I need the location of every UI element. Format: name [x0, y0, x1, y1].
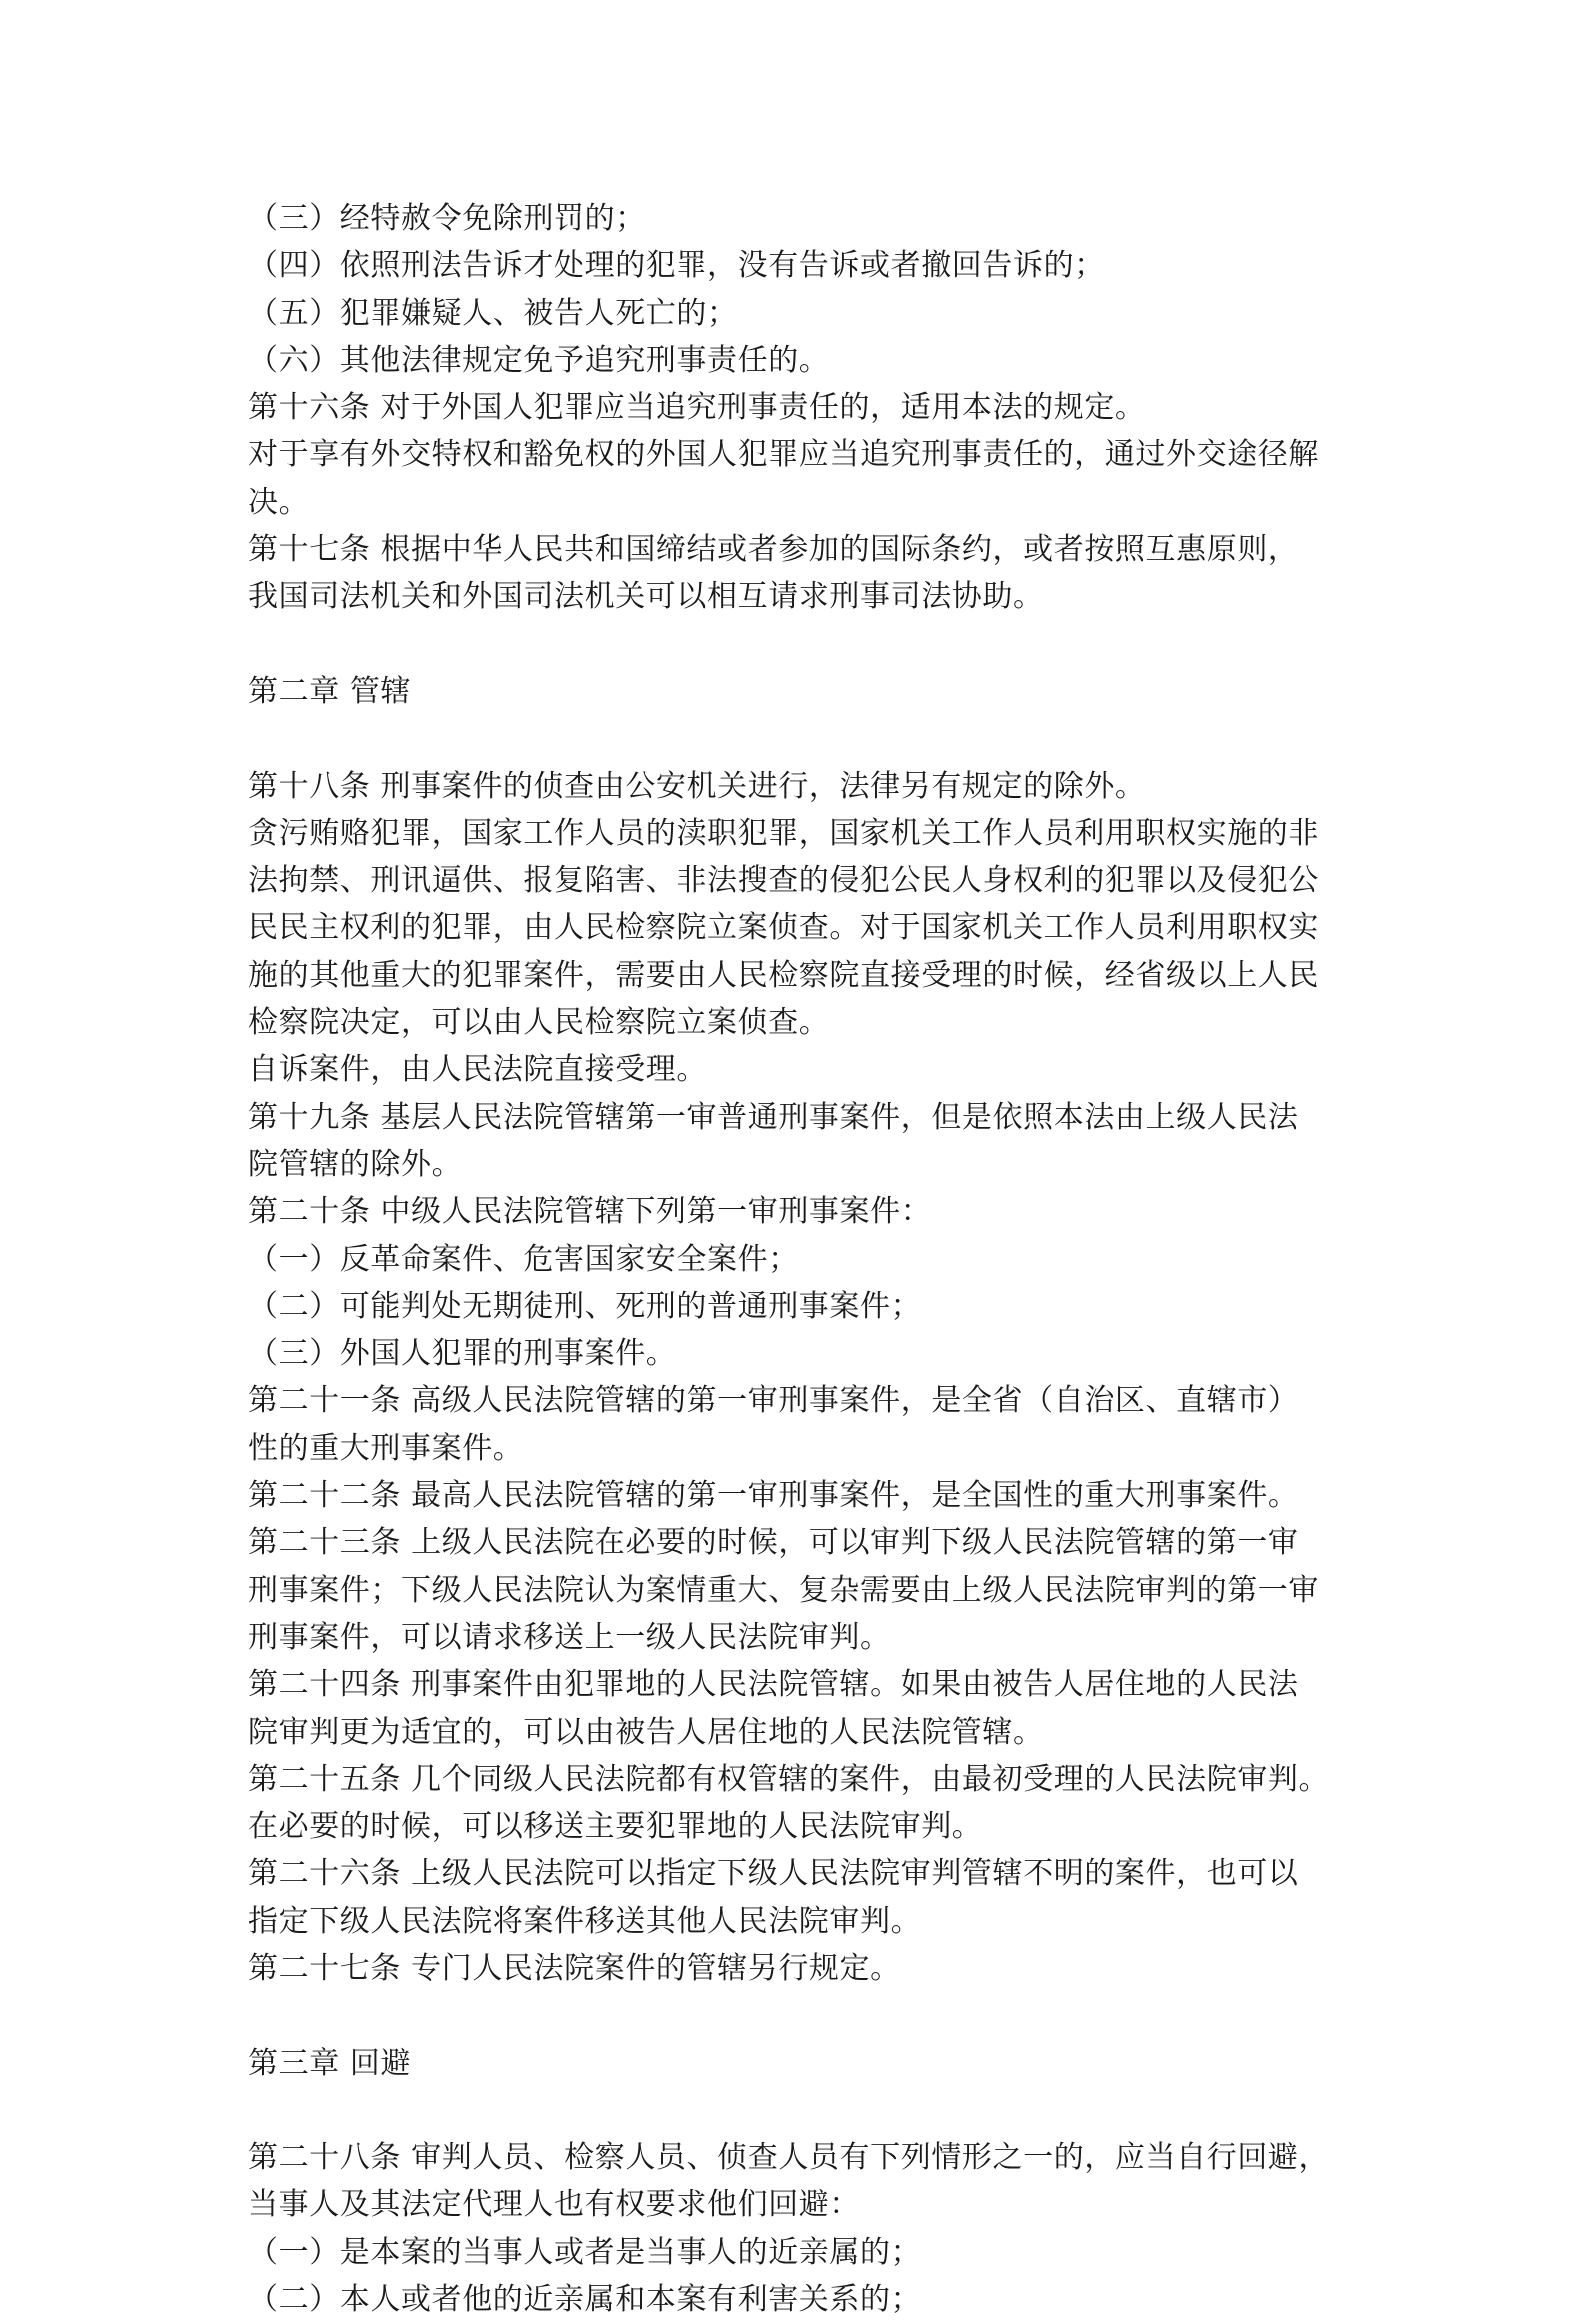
text-line: 当事人及其法定代理人也有权要求他们回避： — [248, 2187, 860, 2223]
text-line: 贪污贿赂犯罪，国家工作人员的渎职犯罪，国家机关工作人员利用职权实施的非 — [248, 815, 1319, 851]
text-line: 第十八条 刑事案件的侦查由公安机关进行，法律另有规定的除外。 — [248, 768, 1146, 804]
text-line: 刑事案件；下级人民法院认为案情重大、复杂需要由上级人民法院审判的第一审 — [248, 1572, 1319, 1608]
blank-line — [248, 621, 1358, 668]
text-line: （六）其他法律规定免予追究刑事责任的。 — [248, 342, 830, 378]
text-line: 民民主权利的犯罪，由人民检察院立案侦查。对于国家机关工作人员利用职权实 — [248, 910, 1319, 946]
text-line: 第二十七条 专门人民法院案件的管辖另行规定。 — [248, 1950, 901, 1986]
blank-line — [248, 715, 1358, 762]
text-line: （二）本人或者他的近亲属和本案有利害关系的； — [248, 2282, 922, 2318]
blank-line — [248, 2087, 1358, 2134]
text-line: 院管辖的除外。 — [248, 1146, 463, 1182]
document-page — [248, 195, 1358, 2323]
text-line: 在必要的时候，可以移送主要犯罪地的人民法院审判。 — [248, 1809, 983, 1845]
text-line: （三）外国人犯罪的刑事案件。 — [248, 1336, 677, 1372]
text-line: （五）犯罪嫌疑人、被告人死亡的； — [248, 295, 738, 331]
text-line: 决。 — [248, 484, 310, 520]
text-line: 第二十条 中级人民法院管辖下列第一审刑事案件： — [248, 1194, 932, 1230]
text-line: （四）依照刑法告诉才处理的犯罪，没有告诉或者撤回告诉的； — [248, 248, 1105, 284]
blank-line — [248, 1992, 1358, 2039]
text-line: 法拘禁、刑讯逼供、报复陷害、非法搜查的侵犯公民人身权利的犯罪以及侵犯公 — [248, 863, 1319, 899]
text-line: 第二十二条 最高人民法院管辖的第一审刑事案件，是全国性的重大刑事案件。 — [248, 1478, 1299, 1514]
text-line: （二）可能判处无期徒刑、死刑的普通刑事案件； — [248, 1288, 922, 1324]
text-line: 第二十三条 上级人民法院在必要的时候，可以审判下级人民法院管辖的第一审 — [248, 1525, 1299, 1561]
text-line: 第三章 回避 — [248, 2045, 412, 2081]
text-line: （一）反革命案件、危害国家安全案件； — [248, 1241, 799, 1277]
text-line: 第二十四条 刑事案件由犯罪地的人民法院管辖。如果由被告人居住地的人民法 — [248, 1667, 1299, 1703]
text-line: 指定下级人民法院将案件移送其他人民法院审判。 — [248, 1903, 922, 1939]
text-line: 刑事案件，可以请求移送上一级人民法院审判。 — [248, 1619, 891, 1655]
text-line: （三）经特赦令免除刑罚的； — [248, 201, 646, 236]
text-line: 第十六条 对于外国人犯罪应当追究刑事责任的，适用本法的规定。 — [248, 390, 1146, 426]
text-line: 对于享有外交特权和豁免权的外国人犯罪应当追究刑事责任的，通过外交途径解 — [248, 437, 1319, 473]
text-line: 性的重大刑事案件。 — [248, 1430, 524, 1466]
text-line: 第二十八条 审判人员、检察人员、侦查人员有下列情形之一的，应当自行回避， — [248, 2140, 1330, 2176]
text-line: 院审判更为适宜的，可以由被告人居住地的人民法院管辖。 — [248, 1714, 1044, 1750]
text-line: 自诉案件，由人民法院直接受理。 — [248, 1052, 707, 1088]
text-line: 第二十一条 高级人民法院管辖的第一审刑事案件，是全省（自治区、直辖市） — [248, 1383, 1299, 1419]
text-line: （一）是本案的当事人或者是当事人的近亲属的； — [248, 2234, 922, 2270]
text-line: 第十七条 根据中华人民共和国缔结或者参加的国际条约，或者按照互惠原则， — [248, 532, 1299, 568]
text-line: 检察院决定，可以由人民检察院立案侦查。 — [248, 1005, 830, 1041]
text-line: 第二章 管辖 — [248, 673, 412, 709]
text-line: 施的其他重大的犯罪案件，需要由人民检察院直接受理的时候，经省级以上人民 — [248, 957, 1319, 993]
text-line: 第二十五条 几个同级人民法院都有权管辖的案件，由最初受理的人民法院审判。 — [248, 1761, 1330, 1797]
text-line: 我国司法机关和外国司法机关可以相互请求刑事司法协助。 — [248, 579, 1044, 615]
text-line: 第二十六条 上级人民法院可以指定下级人民法院审判管辖不明的案件，也可以 — [248, 1856, 1299, 1892]
text-line: 第十九条 基层人民法院管辖第一审普通刑事案件，但是依照本法由上级人民法 — [248, 1099, 1299, 1135]
